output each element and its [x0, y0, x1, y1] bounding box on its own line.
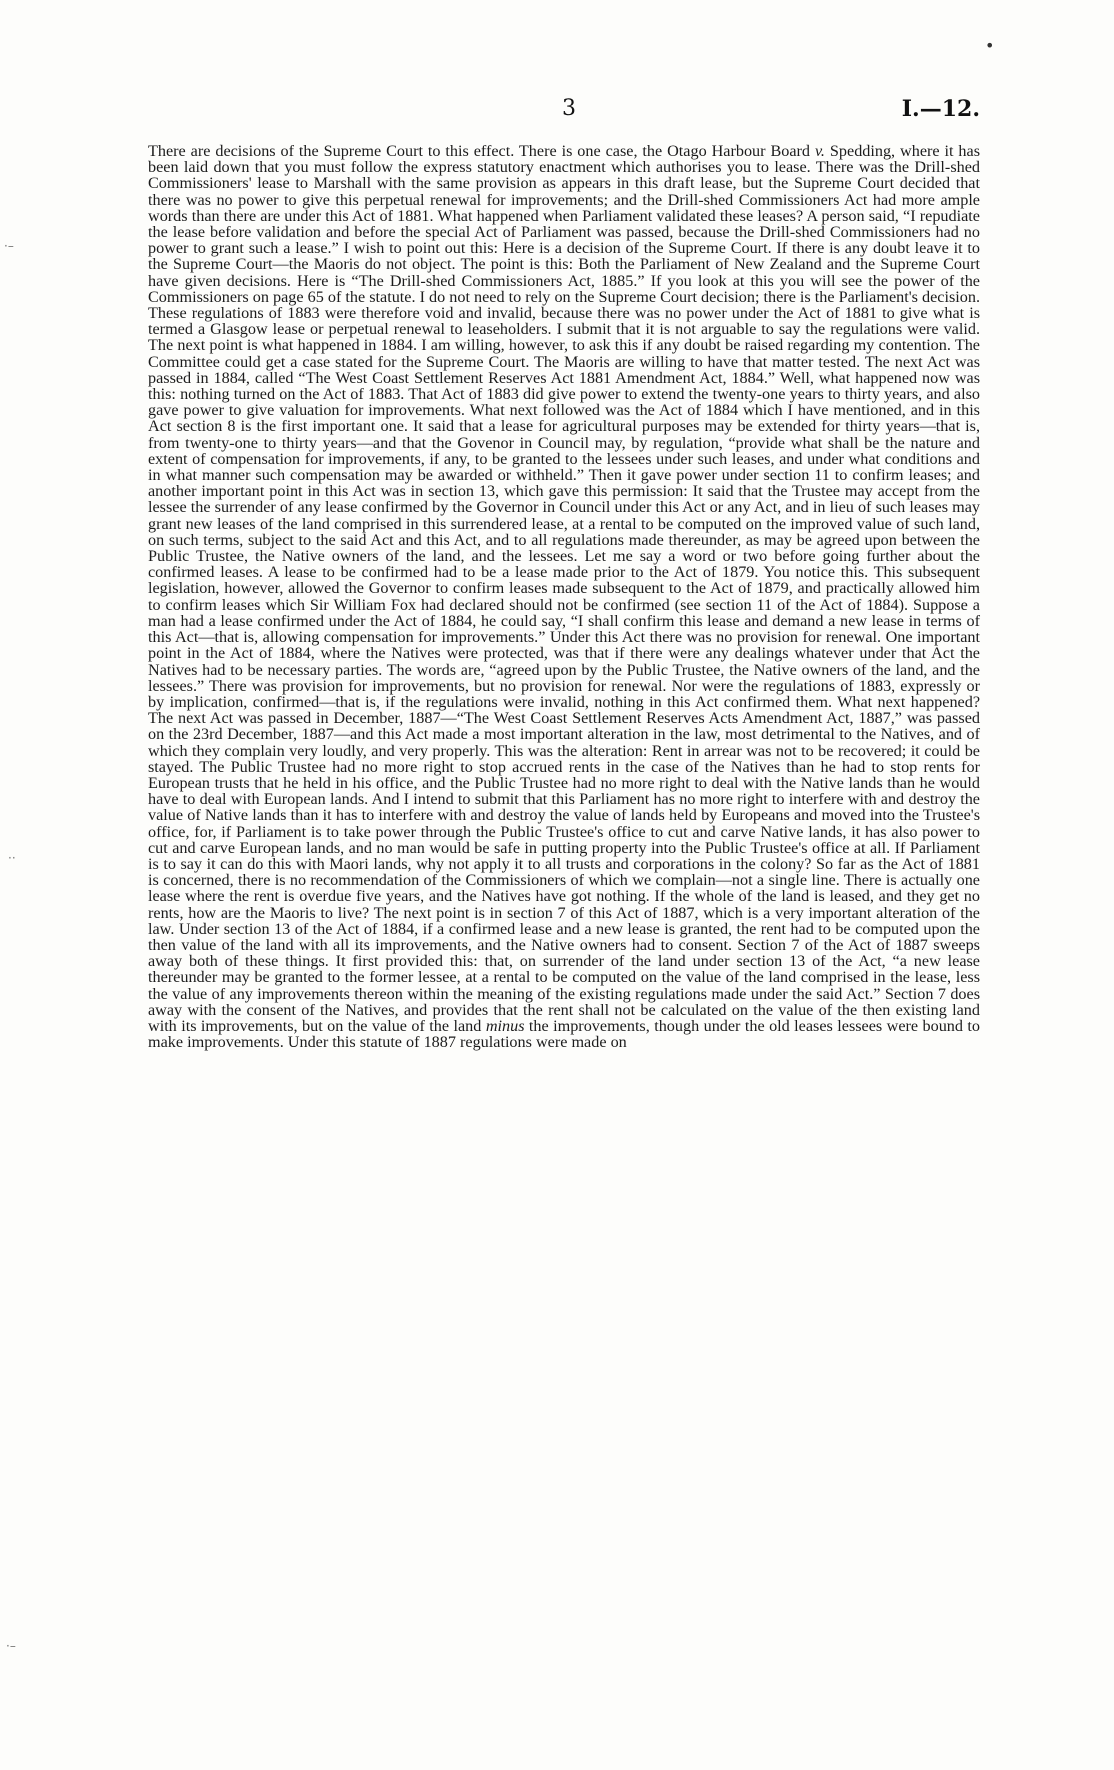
scan-speck: • — [985, 36, 995, 55]
italic-text: v. — [814, 142, 825, 160]
document-reference: I.—12. — [901, 96, 980, 122]
scan-margin-mark: ·· — [8, 851, 16, 865]
text-run: There are decisions of the Supreme Court to this effect. There is one case, the Otago Harbour Board — [148, 142, 815, 160]
scan-margin-mark: ·– — [6, 1639, 16, 1653]
body-text — [148, 143, 980, 1050]
scan-margin-mark: ·– — [4, 239, 14, 253]
page-number: 3 — [562, 96, 576, 121]
italic-text: minus — [485, 1016, 525, 1035]
paragraph — [148, 143, 980, 1050]
text-run: the improvements, though under the old leases lessees were bound to make improvements. Under this statute of 1887 regulations were made on — [148, 1016, 980, 1052]
text-run: Spedding, where it has been laid down that you must follow the express statutory enactment which authorises you to lease. There was the Drill-shed Commissioners' lease to Marshall with the same provision as appears in this draft lease, but the Supreme Court decided that there was no power to give this perpetual renewal for improvements; and the Drill-shed Commissioners Act had more ample words than there are under this Act of 1881. What happened when Parliament validated these leases? A person said, “I repudiate the lease before validation and before the special Act of Parliament was passed, because the Drill-shed Commissioners had no power to grant such a lease.” I wish to point out this: Here is a decision of the Supreme Court. If there is any doubt leave it to the Supreme Court—the Maoris do not object. The point is this: Both the Parliament of New Zealand and the Supreme Court have given decisions. Here is “The Drill-shed Commissioners Act, 1885.” If you look at this you will see the power of the Commissioners on page 65 of the statute. I do not need to rely on the Supreme Court decision; there is the Parliament's decision. These regulations of 1883 were therefore void and invalid, because there was no power under the Act of 1881 to give what is termed a Glasgow lease or perpetual renewal to leaseholders. I submit that it is not arguable to say the regulations were valid. The next point is what happened in 1884. I am willing, however, to ask this if any doubt be raised regarding my contention. The Committee could get a case stated for the Supreme Court. The Maoris are willing to have that matter tested. The next Act was passed in 1884, called “The West Coast Settlement Reserves Act 1881 Amendment Act, 1884.” Well, what happened now was this: nothing turned on the Act of 1883. That Act of 1883 did give power to extend the twenty-one years to thirty years, and also gave power to give valuation for improvements. What next followed was the Act of 1884 which I have mentioned, and in this Act section 8 is the first important one. It said that a lease for agricultural purposes may be extended for thirty years—that is, from twenty-one to thirty years—and that the Govenor in Council may, by regulation, “provide what shall be the nature and extent of compensation for improvements, if any, to be granted to the lessees under such leases, and under what conditions and in what manner such compensation may be awarded or withheld.” Then it gave power under section 11 to confirm leases; and another important point in this Act was in section 13, which gave this permission: It said that the Trustee may accept from the lessee the surrender of any lease confirmed by the Governor in Council under this Act or any Act, and in lieu of such leases may grant new leases of the land comprised in this surrendered lease, at a rental to be computed on the improved value of such land, on such terms, subject to the said Act and this Act, and to all regulations made thereunder, as may be agreed upon between the Public Trustee, the Native owners of the land, and the lessees. Let me say a word or two before going further about the confirmed leases. A lease to be confirmed had to be a lease made prior to the Act of 1879. You notice this. This subsequent legislation, however, allowed the Governor to confirm leases made subsequent to the Act of 1879, and practically allowed him to confirm leases which Sir William Fox had declared should not be confirmed (see section 11 of the Act of 1884). Suppose a man had a lease confirmed under the Act of 1884, he could say, “I shall confirm this lease and demand a new lease in terms of this Act—that is, allowing compensation for improvements.” Under this Act there was no provision for renewal. One important point in the Act of 1884, where the Natives were protected, was that if there were any dealings whatever under that Act the Natives had to be necessary parties. The words are, “agreed upon by the Public Trustee, the Native owners of the land, and the lessees.” There was provision for improvements, but no provision for renewal. Nor were the regulations of 1883, expressly or by implication, confirmed—that is, if the regulations were invalid, nothing in this Act confirmed them. What next happened? The next Act was passed in December, 1887—“The West Coast Settlement Reserves Acts Amendment Act, 1887,” was passed on the 23rd December, 1887—and this Act made a most important alteration in the law, most detrimental to the Natives, and of which they complain very loudly, and very properly. This was the alteration: Rent in arrear was not to be recovered; it could be stayed. The Public Trustee had no more right to stop accrued rents in the case of the Natives than he had to stop rents for European trusts that he held in his office, and the Public Trustee had no more right to deal with the Native lands than he would have to deal with European lands. And I intend to submit that this Parliament has no more right to interfere with and destroy the value of Native lands than it has to interfere with and destroy the value of lands held by Europeans and moved into the Trustee's office, for, if Parliament is to take power through the Public Trustee's office to cut and carve Native lands, it has also power to cut and carve European lands, and no man would be safe in putting property into the Public Trustee's office at all. If Parliament is to say it can do this with Maori lands, why not apply it to all trusts and corporations in the colony? So far as the Act of 1881 is concerned, there is no recommendation of the Commissioners of which we complain—not a single line. There is actually one lease where the rent is overdue five years, and the Natives have got nothing. If the whole of the land is leased, and they get no rents, how are the Maoris to live? The next point is in section 7 of this Act of 1887, which is a very important alteration of the law. Under section 13 of the Act of 1884, if a confirmed lease and a new lease is granted, the rent had to be computed upon the then value of the land with all its improvements, and the Native owners had to consent. Section 7 of the Act of 1887 sweeps away both of these things. It first provided this: that, on surrender of the land under section 13 of the Act, “a new lease thereunder may be granted to the former lessee, at a rental to be computed on the value of the land comprised in the lease, less the value of any improvements thereon within the meaning of the existing regulations made under the said Act.” Section 7 does away with the consent of the Natives, and provides that the rent shall not be calculated on the value of the then existing land with its improvements, but on the value of the land — [148, 142, 980, 1035]
